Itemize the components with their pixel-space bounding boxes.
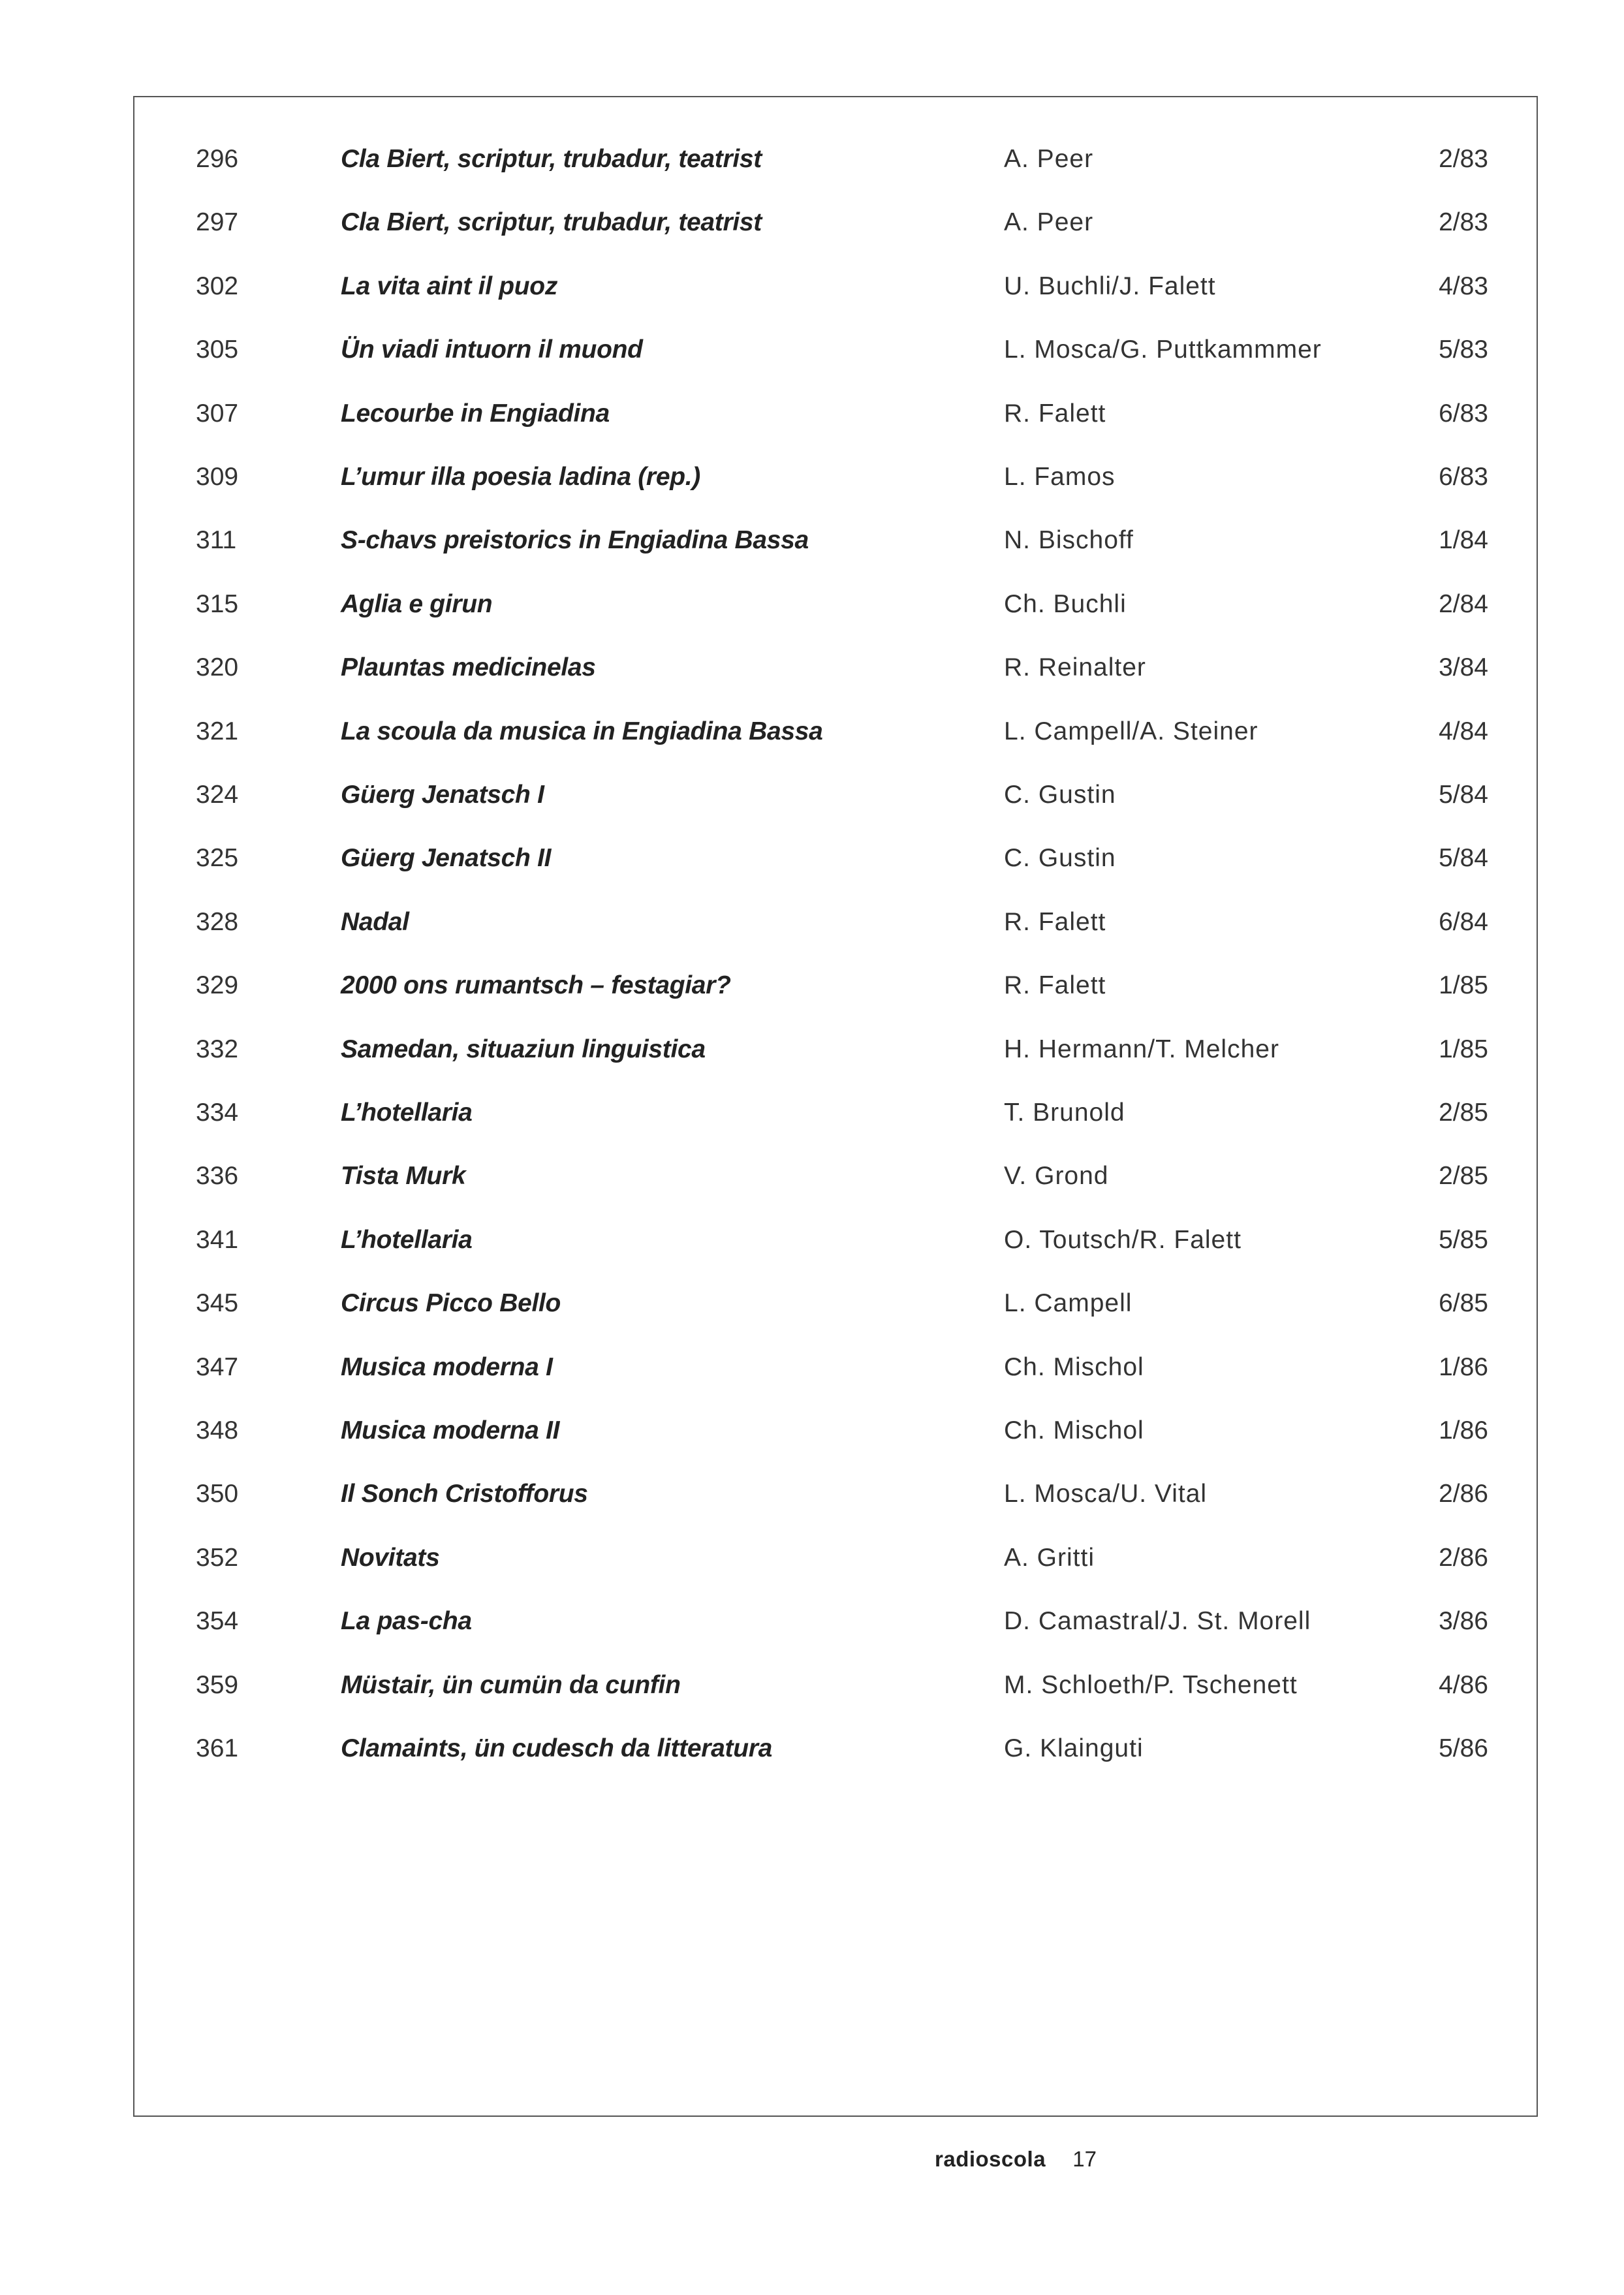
entry-number: 347 bbox=[196, 1352, 239, 1381]
entry-number: 345 bbox=[196, 1289, 239, 1318]
entry-row bbox=[134, 1666, 1537, 1705]
entry-issue: 1/85 bbox=[1439, 971, 1488, 1000]
entry-number: 329 bbox=[196, 971, 239, 1000]
entry-author: R. Falett bbox=[1004, 971, 1106, 1000]
entry-number: 307 bbox=[196, 399, 239, 428]
entry-title: S-chavs preistorics in Engiadina Bassa bbox=[341, 526, 809, 555]
entry-row bbox=[134, 966, 1537, 1005]
entry-row bbox=[134, 1602, 1537, 1641]
entry-row bbox=[134, 903, 1537, 942]
entry-author: T. Brunold bbox=[1004, 1099, 1125, 1127]
entry-row bbox=[134, 1475, 1537, 1514]
entry-number: 325 bbox=[196, 844, 239, 873]
content-frame bbox=[133, 96, 1538, 2117]
entry-author: N. Bischoff bbox=[1004, 526, 1134, 555]
entry-row bbox=[134, 839, 1537, 878]
entry-title: Clamaints, ün cudesch da litteratura bbox=[341, 1734, 773, 1762]
entry-row bbox=[134, 775, 1537, 815]
entry-row bbox=[134, 1538, 1537, 1578]
entry-title: Samedan, situaziun linguistica bbox=[341, 1035, 706, 1063]
entry-author: L. Mosca/G. Puttkammmer bbox=[1004, 336, 1322, 364]
entry-title: Plauntas medicinelas bbox=[341, 653, 596, 682]
entry-number: 297 bbox=[196, 208, 239, 237]
entry-title: La vita aint il puoz bbox=[341, 272, 558, 300]
entry-row bbox=[134, 1411, 1537, 1450]
entry-row bbox=[134, 521, 1537, 560]
entry-author: M. Schloeth/P. Tschenett bbox=[1004, 1670, 1298, 1699]
entry-number: 320 bbox=[196, 653, 239, 682]
entry-row bbox=[134, 267, 1537, 306]
entry-number: 352 bbox=[196, 1543, 239, 1572]
entry-number: 350 bbox=[196, 1480, 239, 1508]
entry-row bbox=[134, 1348, 1537, 1387]
entry-number: 361 bbox=[196, 1734, 239, 1762]
page-number: 17 bbox=[1072, 2147, 1097, 2171]
entry-row bbox=[134, 648, 1537, 687]
entry-title: Cla Biert, scriptur, trubadur, teatrist bbox=[341, 208, 762, 237]
entry-author: G. Klainguti bbox=[1004, 1734, 1144, 1762]
entry-number: 311 bbox=[196, 526, 237, 555]
entry-author: L. Mosca/U. Vital bbox=[1004, 1480, 1208, 1508]
entry-row bbox=[134, 585, 1537, 624]
entry-row bbox=[134, 330, 1537, 369]
entry-number: 302 bbox=[196, 272, 239, 300]
entry-title: Ün viadi intuorn il muond bbox=[341, 336, 643, 364]
entry-author: Ch. Buchli bbox=[1004, 589, 1127, 618]
entry-issue: 1/86 bbox=[1439, 1352, 1488, 1381]
entry-issue: 2/85 bbox=[1439, 1099, 1488, 1127]
entry-author: A. Gritti bbox=[1004, 1543, 1095, 1572]
entry-author: A. Peer bbox=[1004, 208, 1094, 237]
entry-row bbox=[134, 140, 1537, 179]
entry-number: 296 bbox=[196, 145, 239, 173]
entry-number: 336 bbox=[196, 1162, 239, 1191]
entry-issue: 5/84 bbox=[1439, 781, 1488, 809]
entry-title: Il Sonch Cristofforus bbox=[341, 1480, 588, 1508]
entry-number: 334 bbox=[196, 1099, 239, 1127]
entry-author: C. Gustin bbox=[1004, 844, 1116, 873]
publication-name: radioscola bbox=[935, 2147, 1046, 2171]
entry-issue: 3/84 bbox=[1439, 653, 1488, 682]
entry-row bbox=[134, 1284, 1537, 1323]
entry-issue: 2/83 bbox=[1439, 145, 1488, 173]
entry-author: H. Hermann/T. Melcher bbox=[1004, 1035, 1279, 1063]
entry-author: R. Falett bbox=[1004, 907, 1106, 936]
entry-title: Novitats bbox=[341, 1543, 440, 1572]
entry-issue: 2/86 bbox=[1439, 1543, 1488, 1572]
entry-issue: 1/84 bbox=[1439, 526, 1488, 555]
entry-row bbox=[134, 203, 1537, 242]
entry-title: Cla Biert, scriptur, trubadur, teatrist bbox=[341, 145, 762, 173]
entry-issue: 2/84 bbox=[1439, 589, 1488, 618]
entry-row bbox=[134, 394, 1537, 433]
entry-author: C. Gustin bbox=[1004, 781, 1116, 809]
entry-title: L’hotellaria bbox=[341, 1099, 473, 1127]
entry-issue: 3/86 bbox=[1439, 1607, 1488, 1636]
entry-title: L’umur illa poesia ladina (rep.) bbox=[341, 463, 700, 491]
entry-author: V. Grond bbox=[1004, 1162, 1109, 1191]
entry-issue: 6/85 bbox=[1439, 1289, 1488, 1318]
entry-author: D. Camastral/J. St. Morell bbox=[1004, 1607, 1311, 1636]
entry-number: 354 bbox=[196, 1607, 239, 1636]
entry-title: Güerg Jenatsch II bbox=[341, 844, 552, 873]
entry-issue: 6/83 bbox=[1439, 463, 1488, 491]
entry-author: R. Falett bbox=[1004, 399, 1106, 428]
entry-number: 321 bbox=[196, 717, 239, 745]
entry-title: La scoula da musica in Engiadina Bassa bbox=[341, 717, 823, 745]
entry-title: Musica moderna II bbox=[341, 1416, 560, 1444]
entry-title: Musica moderna I bbox=[341, 1352, 553, 1381]
entry-author: L. Campell bbox=[1004, 1289, 1132, 1318]
entry-issue: 4/83 bbox=[1439, 272, 1488, 300]
entry-author: R. Reinalter bbox=[1004, 653, 1146, 682]
page-footer bbox=[935, 2146, 1097, 2172]
entry-title: Müstair, ün cumün da cunfin bbox=[341, 1670, 681, 1699]
entry-row bbox=[134, 712, 1537, 751]
entry-title: La pas-cha bbox=[341, 1607, 472, 1636]
entry-author: Ch. Mischol bbox=[1004, 1352, 1144, 1381]
entry-issue: 2/86 bbox=[1439, 1480, 1488, 1508]
entry-title: 2000 ons rumantsch – festagiar? bbox=[341, 971, 731, 1000]
entry-issue: 5/85 bbox=[1439, 1225, 1488, 1254]
entry-title: Aglia e girun bbox=[341, 589, 493, 618]
entry-author: Ch. Mischol bbox=[1004, 1416, 1144, 1444]
entry-title: Tista Murk bbox=[341, 1162, 466, 1191]
entry-number: 328 bbox=[196, 907, 239, 936]
entry-number: 348 bbox=[196, 1416, 239, 1444]
entry-issue: 4/84 bbox=[1439, 717, 1488, 745]
entry-issue: 5/86 bbox=[1439, 1734, 1488, 1762]
entry-number: 305 bbox=[196, 336, 239, 364]
entry-number: 309 bbox=[196, 463, 239, 491]
entry-issue: 6/84 bbox=[1439, 907, 1488, 936]
entry-row bbox=[134, 1221, 1537, 1260]
entry-row bbox=[134, 1030, 1537, 1069]
entry-title: L’hotellaria bbox=[341, 1225, 473, 1254]
entry-number: 332 bbox=[196, 1035, 239, 1063]
entry-row bbox=[134, 458, 1537, 497]
entry-issue: 2/85 bbox=[1439, 1162, 1488, 1191]
entry-issue: 6/83 bbox=[1439, 399, 1488, 428]
entry-issue: 5/84 bbox=[1439, 844, 1488, 873]
entry-row bbox=[134, 1157, 1537, 1196]
entry-author: L. Campell/A. Steiner bbox=[1004, 717, 1258, 745]
entry-title: Nadal bbox=[341, 907, 409, 936]
entry-author: A. Peer bbox=[1004, 145, 1094, 173]
entry-number: 359 bbox=[196, 1670, 239, 1699]
entry-issue: 1/85 bbox=[1439, 1035, 1488, 1063]
entry-number: 315 bbox=[196, 589, 239, 618]
entry-issue: 1/86 bbox=[1439, 1416, 1488, 1444]
entry-number: 341 bbox=[196, 1225, 239, 1254]
entry-issue: 5/83 bbox=[1439, 336, 1488, 364]
entry-row bbox=[134, 1093, 1537, 1132]
entry-title: Lecourbe in Engiadina bbox=[341, 399, 610, 428]
entry-issue: 2/83 bbox=[1439, 208, 1488, 237]
entry-issue: 4/86 bbox=[1439, 1670, 1488, 1699]
entry-author: U. Buchli/J. Falett bbox=[1004, 272, 1216, 300]
entry-title: Circus Picco Bello bbox=[341, 1289, 561, 1318]
entry-title: Güerg Jenatsch I bbox=[341, 781, 544, 809]
entry-row bbox=[134, 1729, 1537, 1768]
entry-author: L. Famos bbox=[1004, 463, 1116, 491]
entry-number: 324 bbox=[196, 781, 239, 809]
entry-author: O. Toutsch/R. Falett bbox=[1004, 1225, 1241, 1254]
